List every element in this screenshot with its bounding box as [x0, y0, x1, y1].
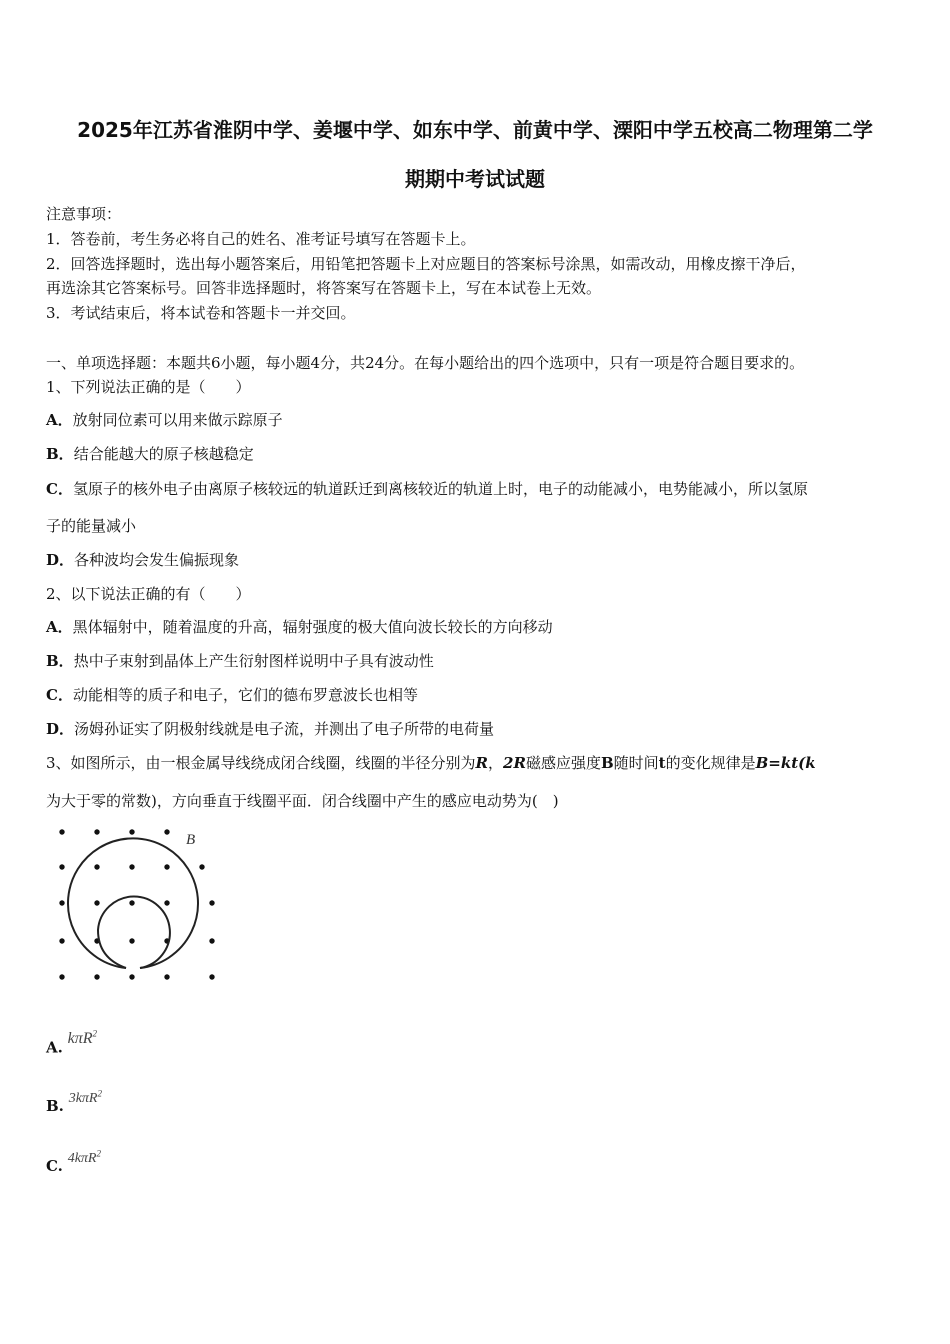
field-label: B	[186, 832, 196, 848]
option-label: A．	[46, 411, 73, 429]
option-text: 热中子束射到晶体上产生衍射图样说明中子具有波动性	[73, 652, 434, 670]
coil-magnetic-field-figure	[48, 820, 223, 990]
notice-item: 3．考试结束后，将本试卷和答题卡一并交回。	[46, 304, 356, 322]
q2-stem: 2、以下说法正确的有（ ）	[46, 585, 251, 603]
notice-item: 再选涂其它答案标号。回答非选择题时，将答案写在答题卡上，写在本试卷上无效。	[46, 279, 602, 297]
q2-option-a	[46, 616, 553, 637]
option-label: C.	[46, 1157, 63, 1175]
option-formula: kπR$^2$	[67, 1029, 98, 1048]
notice-item: 2．回答选择题时，选出每小题答案后，用铅笔把答题卡上对应题目的答案标号涂黑，如需改动，用橡皮擦干净后，	[46, 255, 806, 273]
field-dots	[59, 829, 214, 979]
option-formula: 4kπR$^2$	[67, 1148, 101, 1166]
q1-option-c-cont: 子的能量减小	[46, 517, 137, 535]
q1-option-c	[46, 478, 808, 499]
option-label: B.	[46, 1097, 64, 1115]
q3-option-b	[46, 1088, 102, 1116]
option-label: B．	[46, 445, 74, 463]
q1-option-b	[46, 443, 254, 464]
section-heading: 一、单项选择题：本题共6小题，每小题4分，共24分。在每小题给出的四个选项中，只有一项是符合题目要求的。	[46, 354, 805, 372]
option-text: 放射同位素可以用来做示踪原子	[72, 411, 283, 429]
notice-item: 1．答卷前，考生务必将自己的姓名、准考证号填写在答题卡上。	[46, 230, 476, 248]
option-text: 氢原子的核外电子由离原子核较远的轨道跃迁到离核较近的轨道上时，电子的动能减小，电势能减小，所以氢原	[72, 480, 808, 498]
q1-option-a	[46, 409, 283, 430]
q1-stem: 1、下列说法正确的是（ ）	[46, 378, 251, 396]
option-text: 结合能越大的原子核越稳定	[73, 445, 254, 463]
q2-option-b	[46, 650, 434, 671]
option-label: A．	[46, 618, 73, 636]
exam-title-line2: 期期中考试试题	[405, 167, 545, 191]
q1-option-d	[46, 549, 239, 570]
q3-option-a	[46, 1029, 98, 1057]
q3-stem: 3、如图所示，由一根金属导线绕成闭合线圈，线圈的半径分别为R，2R磁感应强度B随时间t的变化规律是B=kt(k	[46, 754, 816, 772]
option-label: C．	[46, 686, 73, 704]
option-label: D．	[46, 720, 75, 738]
q3-option-c	[46, 1148, 101, 1176]
exam-title-line1: 2025年江苏省淮阴中学、姜堰中学、如东中学、前黄中学、溧阳中学五校高二物理第二学	[77, 118, 873, 142]
option-label: C．	[46, 480, 73, 498]
option-label: D．	[46, 551, 75, 569]
q3-stem-cont: 为大于零的常数)，方向垂直于线圈平面．闭合线圈中产生的感应电动势为( )	[46, 792, 559, 810]
notice-heading: 注意事项：	[46, 205, 122, 223]
option-label: A.	[46, 1038, 63, 1057]
option-label: B．	[46, 652, 74, 670]
q2-option-c	[46, 684, 418, 705]
option-text: 动能相等的质子和电子，它们的德布罗意波长也相等	[72, 686, 418, 704]
q2-option-d	[46, 718, 494, 739]
option-formula: 3kπR$^2$	[68, 1088, 102, 1106]
option-text: 各种波均会发生偏振现象	[74, 551, 240, 569]
option-text: 黑体辐射中，随着温度的升高，辐射强度的极大值向波长较长的方向移动	[72, 618, 553, 636]
option-text: 汤姆孙证实了阴极射线就是电子流，并测出了电子所带的电荷量	[74, 720, 495, 738]
